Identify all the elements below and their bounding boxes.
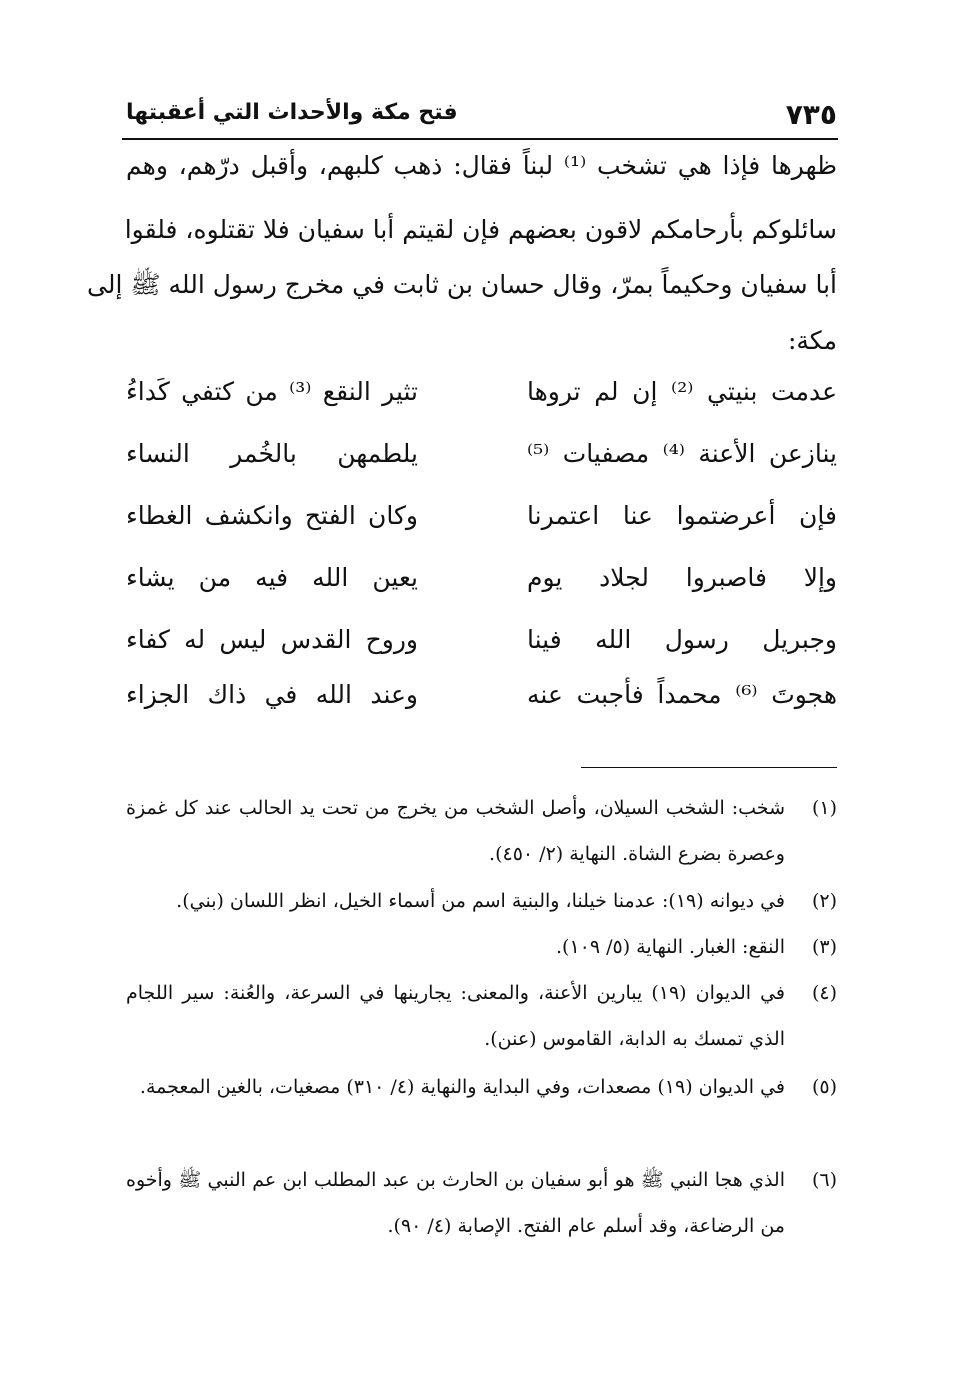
footnote-text: في الديوان (١٩) يبارين الأعنة، والمعنى: يجارينها في السرعة، والعُنة: سير اللجام الذي تمسك به الدابة، القاموس (عنن). <box>126 982 785 1050</box>
verse-5-first-hemistich: وجبريل رسول الله فينا <box>527 625 837 654</box>
footnote-text: الذي هجا النبي ﷺ هو أبو سفيان بن الحارث بن عبد المطلب ابن عم النبي ﷺ وأخوه من الرضاعة، وقد أسلم عام الفتح. الإصابة (٤/ ٩٠). <box>126 1169 785 1237</box>
footnote-5 <box>126 1064 837 1110</box>
footnote-number: (١) <box>811 797 837 819</box>
verse-6-first-hemistich: هجوتَ ⁽⁶⁾ محمداً فأجبت عنه <box>527 680 838 709</box>
verse-3-second-hemistich: وكان الفتح وانكشف الغطاء <box>126 501 418 530</box>
verse-4-second-hemistich: يعين الله فيه من يشاء <box>126 563 418 592</box>
footnote-text: النقع: الغبار. النهاية (٥/ ١٠٩). <box>555 936 785 958</box>
page-number: ٧٣٥ <box>785 98 837 131</box>
verse-6-second-hemistich: وعند الله في ذاك الجزاء <box>126 680 418 709</box>
body-line-4: مكة: <box>787 326 837 355</box>
footnote-number: (٥) <box>811 1076 837 1098</box>
body-line-2: سائلوكم بأرحامكم لاقون بعضهم فإن لقيتم أبا سفيان فلا تقتلوه، فلقوا <box>124 215 837 244</box>
footnote-6 <box>126 1157 837 1249</box>
footnote-text: في الديوان (١٩) مصعدات، وفي البداية والنهاية (٤/ ٣١٠) مصغيات، بالغين المعجمة. <box>139 1076 785 1098</box>
footnote-separator <box>581 767 837 768</box>
verse-1-second-hemistich: تثير النقع ⁽³⁾ من كتفي كَداءُ <box>126 377 419 406</box>
footnote-number: (٣) <box>811 936 837 958</box>
footnote-number: (٤) <box>811 982 837 1004</box>
verse-4-first-hemistich: وإلا فاصبروا لجلاد يوم <box>527 563 837 592</box>
verse-3-first-hemistich: فإن أعرضتموا عنا اعتمرنا <box>527 501 837 530</box>
footnote-number: (٢) <box>811 890 837 912</box>
verse-1-first-hemistich: عدمت بنيتي ⁽²⁾ إن لم تروها <box>527 377 837 406</box>
verse-2-first-hemistich: ينازعن الأعنة ⁽⁴⁾ مصفيات ⁽⁵⁾ <box>527 439 837 468</box>
footnote-3 <box>126 924 837 970</box>
footnote-2 <box>126 878 837 924</box>
footnote-number: (٦) <box>811 1169 837 1191</box>
verse-2-second-hemistich: يلطمهن بالخُمر النساء <box>126 439 418 468</box>
verse-5-second-hemistich: وروح القدس ليس له كفاء <box>126 625 418 654</box>
body-line-3: أبا سفيان وحكيماً بمرّ، وقال حسان بن ثابت في مخرج رسول الله ﷺ إلى <box>87 270 837 299</box>
footnote-text: في ديوانه (١٩): عدمنا خيلنا، والبنية اسم من أسماء الخيل، انظر اللسان (بني). <box>176 890 785 912</box>
footnote-4 <box>126 970 837 1062</box>
running-title: فتح مكة والأحداث التي أعقبتها <box>126 100 458 125</box>
footnote-text: شخب: الشخب السيلان، وأصل الشخب من يخرج من تحت يد الحالب عند كل غمزة وعصرة بضرع الشاة. النهاية (٢/ ٤٥٠). <box>126 797 785 865</box>
footnote-1 <box>126 785 837 877</box>
body-line-1: ظهرها فإذا هي تشخب ⁽¹⁾ لبناً فقال: ذهب كلبهم، وأقبل درّهم، وهم <box>126 151 837 180</box>
